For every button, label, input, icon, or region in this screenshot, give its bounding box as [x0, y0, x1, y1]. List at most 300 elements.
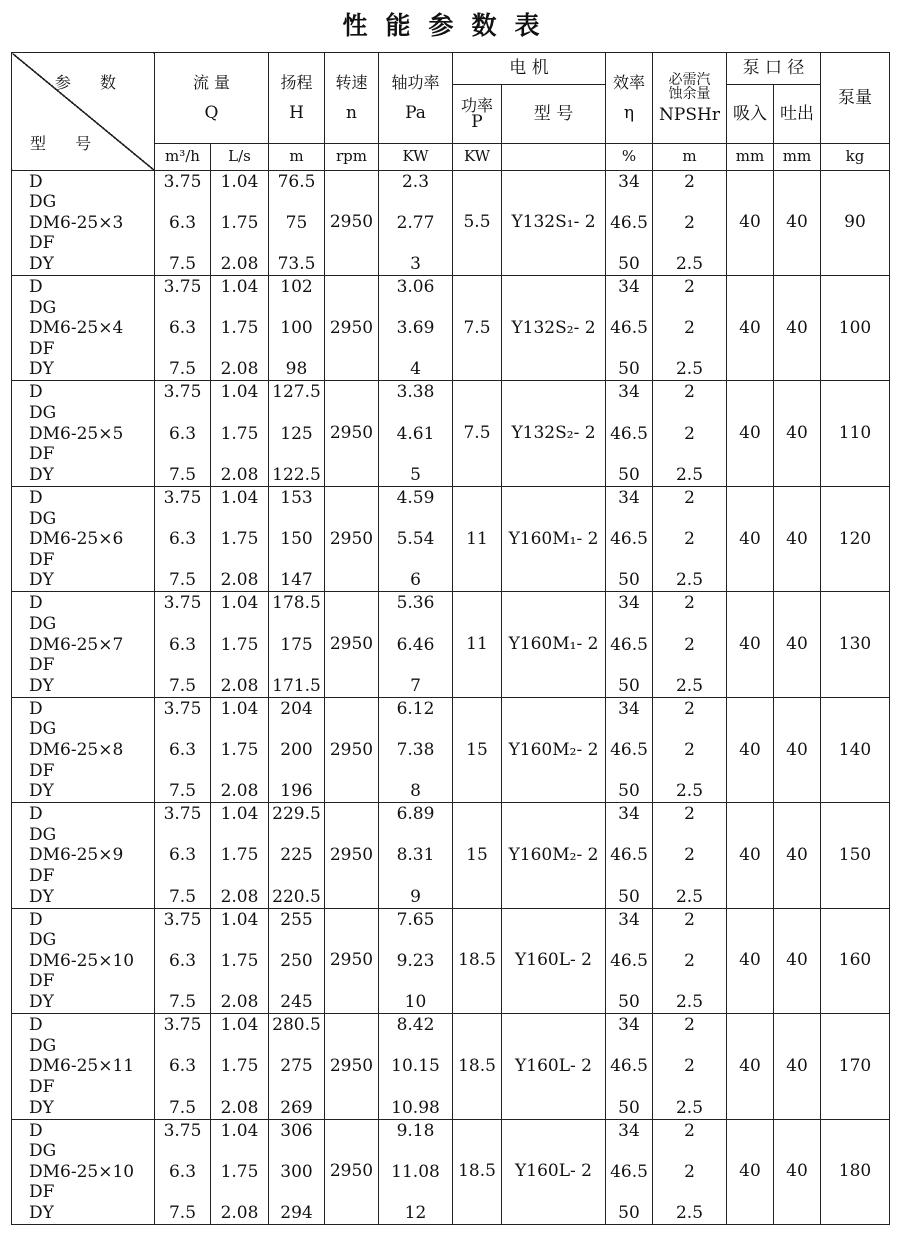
shaft-power-value: 4	[410, 359, 421, 380]
performance-table	[11, 52, 890, 1225]
head-value: 255	[280, 909, 313, 930]
speed-symbol: n	[346, 102, 357, 123]
model-list-value: DM6-25×10	[29, 1161, 135, 1182]
shaft-power-value: 5.54	[396, 529, 435, 550]
npsh-value: 2	[684, 423, 695, 444]
model-list-value: DM6-25×6	[29, 529, 124, 550]
motor-power: 15	[453, 803, 502, 908]
param-label: 参 数	[54, 73, 128, 92]
npsh-value: 2.5	[675, 464, 704, 485]
npsh-value: 2	[684, 950, 695, 971]
flow-ls	[211, 170, 269, 275]
head-value: 204	[280, 698, 313, 719]
weight-unit: kg	[821, 144, 890, 170]
speed-label: 转速	[335, 72, 368, 92]
speed-unit: rpm	[325, 144, 379, 170]
head-value: 294	[280, 1203, 313, 1223]
head	[269, 803, 325, 908]
flow-m3h-value: 7.5	[168, 781, 197, 802]
flow-m3h-value: 3.75	[163, 593, 202, 614]
port-in: 40	[727, 592, 774, 697]
motor-model: Y160L- 2	[502, 908, 606, 1013]
shaft-power-value: 10.15	[391, 1056, 440, 1077]
head-value: 269	[280, 1097, 313, 1118]
npsh-value: 2	[684, 529, 695, 550]
model-list	[12, 381, 155, 486]
model-list	[12, 486, 155, 591]
npsh	[653, 908, 727, 1013]
motor-power: 18.5	[453, 1014, 502, 1119]
shaft-power-unit: KW	[379, 144, 453, 170]
speed: 2950	[325, 276, 379, 381]
model-list	[12, 592, 155, 697]
model-list-value: DG	[29, 613, 57, 634]
flow-m3h-value: 6.3	[168, 212, 197, 233]
flow-ls-value: 1.04	[220, 804, 259, 825]
port-in: 40	[727, 170, 774, 275]
shaft-power-value: 4.59	[396, 487, 435, 508]
flow-m3h-value: 6.3	[168, 423, 197, 444]
efficiency-header	[606, 53, 653, 144]
shaft-power-value: 10	[404, 992, 427, 1013]
model-list	[12, 276, 155, 381]
motor-model: Y132S₁- 2	[502, 170, 606, 275]
model-list-value: DY	[29, 886, 54, 907]
flow-m3h-value: 7.5	[168, 359, 197, 380]
flow-ls	[211, 486, 269, 591]
port-in: 40	[727, 486, 774, 591]
flow-m3h-value: 3.75	[163, 909, 202, 930]
flow-m3h	[155, 803, 211, 908]
model-list-value: D	[29, 277, 43, 298]
npsh	[653, 697, 727, 802]
flow-ls-value: 1.04	[220, 698, 259, 719]
flow-m3h-value: 6.3	[168, 318, 197, 339]
head-value: 125	[280, 423, 313, 444]
weight: 160	[821, 908, 890, 1013]
npsh-value: 2.5	[675, 886, 704, 907]
efficiency-value: 50	[618, 570, 640, 591]
motor-power: 11	[453, 592, 502, 697]
head	[269, 276, 325, 381]
motor-model: Y160L- 2	[502, 1014, 606, 1119]
speed: 2950	[325, 170, 379, 275]
model-list-value: DM6-25×10	[29, 950, 135, 971]
efficiency-value: 34	[618, 593, 640, 614]
model-list-value: DY	[29, 781, 54, 802]
model-list-value: DF	[29, 1182, 55, 1203]
flow-m3h	[155, 908, 211, 1013]
npsh-value: 2	[684, 634, 695, 655]
shaft-power-value: 6.89	[396, 804, 435, 825]
model-list-value: D	[29, 804, 43, 825]
head-value: 280.5	[272, 1015, 321, 1036]
table-row	[12, 170, 890, 275]
head-value: 175	[280, 634, 313, 655]
efficiency	[606, 592, 653, 697]
shaft-power-value: 8.42	[396, 1015, 435, 1036]
model-list-value: DG	[29, 1141, 57, 1162]
port-out: 40	[774, 276, 821, 381]
flow-m3h-value: 7.5	[168, 464, 197, 485]
shaft-power-value: 3.38	[396, 382, 435, 403]
efficiency-value: 34	[618, 804, 640, 825]
flow-ls-value: 1.75	[220, 318, 259, 339]
shaft-power	[379, 592, 453, 697]
head-value: 147	[280, 570, 313, 591]
npsh-value: 2.5	[675, 992, 704, 1013]
head	[269, 1119, 325, 1224]
model-list-value: DY	[29, 675, 54, 696]
shaft-power	[379, 803, 453, 908]
head-value: 225	[280, 845, 313, 866]
model-list	[12, 1119, 155, 1224]
shaft-power-value: 5.36	[396, 593, 435, 614]
table-body	[12, 53, 890, 1225]
model-list-value: DM6-25×9	[29, 845, 124, 866]
flow-m3h-value: 7.5	[168, 570, 197, 591]
shaft-power-value: 9.23	[396, 950, 435, 971]
motor-model-header: 型 号	[502, 85, 606, 144]
model-list-value: DY	[29, 1202, 54, 1223]
motor-model: Y132S₂- 2	[502, 381, 606, 486]
shaft-power	[379, 1119, 453, 1224]
shaft-power-value: 7.38	[396, 740, 435, 760]
npsh	[653, 486, 727, 591]
flow-ls-value: 1.75	[220, 740, 259, 760]
flow-ls	[211, 803, 269, 908]
head-header	[269, 53, 325, 144]
model-list-value: D	[29, 593, 43, 614]
flow-ls-value: 2.08	[220, 1203, 259, 1223]
flow-m3h-value: 6.3	[168, 1056, 197, 1077]
port-header: 泵 口 径	[727, 53, 821, 85]
flow-m3h	[155, 592, 211, 697]
port-in: 40	[727, 276, 774, 381]
motor-power: 5.5	[453, 170, 502, 275]
efficiency-value: 46.5	[610, 318, 648, 339]
flow-m3h-value: 3.75	[163, 277, 202, 298]
flow-ls-value: 1.04	[220, 277, 259, 298]
weight-header: 泵量	[821, 53, 890, 144]
model-list-value: DG	[29, 403, 57, 424]
flow-m3h-value: 6.3	[168, 634, 197, 655]
speed: 2950	[325, 592, 379, 697]
head	[269, 381, 325, 486]
npsh-value: 2.5	[675, 570, 704, 591]
weight: 170	[821, 1014, 890, 1119]
motor-power: 18.5	[453, 1119, 502, 1224]
efficiency-value: 34	[618, 277, 640, 298]
flow-m3h	[155, 276, 211, 381]
flow-m3h-value: 3.75	[163, 804, 202, 825]
npsh	[653, 381, 727, 486]
npsh-value: 2	[684, 698, 695, 719]
flow-m3h	[155, 170, 211, 275]
efficiency-value: 46.5	[610, 1056, 648, 1077]
port-out-unit: mm	[774, 144, 821, 170]
param-model-corner-cell	[12, 53, 155, 171]
shaft-power	[379, 908, 453, 1013]
head-value: 122.5	[272, 464, 321, 485]
model-list-value: DF	[29, 1076, 55, 1097]
model-list	[12, 1014, 155, 1119]
shaft-power-value: 9	[410, 886, 421, 907]
flow-ls-value: 1.04	[220, 171, 259, 192]
head-value: 75	[285, 212, 308, 233]
shaft-power-label: 轴功率	[391, 72, 440, 92]
model-list-value: DY	[29, 992, 54, 1013]
efficiency-value: 50	[618, 992, 640, 1013]
efficiency-value: 46.5	[610, 634, 648, 655]
weight: 120	[821, 486, 890, 591]
flow-m3h-value: 6.3	[168, 1161, 197, 1182]
npsh-value: 2	[684, 1120, 695, 1141]
flow-m3h	[155, 1119, 211, 1224]
header-row-1	[12, 53, 890, 85]
motor-power: 7.5	[453, 276, 502, 381]
flow-m3h-value: 7.5	[168, 1097, 197, 1118]
npsh-header	[653, 53, 727, 144]
head-value: 76.5	[277, 171, 316, 192]
port-in-header: 吸入	[727, 85, 774, 144]
port-out: 40	[774, 1014, 821, 1119]
head-value: 220.5	[272, 886, 321, 907]
model-list-value: DY	[29, 1097, 54, 1118]
efficiency-value: 46.5	[610, 423, 648, 444]
speed: 2950	[325, 697, 379, 802]
npsh-value: 2	[684, 804, 695, 825]
table-row	[12, 803, 890, 908]
head-value: 178.5	[272, 593, 321, 614]
efficiency-value: 34	[618, 1120, 640, 1141]
head-value: 171.5	[272, 675, 321, 696]
head-value: 98	[285, 359, 308, 380]
npsh-value: 2	[684, 1056, 695, 1077]
port-in-unit: mm	[727, 144, 774, 170]
motor-header: 电 机	[453, 53, 606, 85]
head-value: 100	[280, 318, 313, 339]
npsh-value: 2	[684, 845, 695, 866]
shaft-power-header	[379, 53, 453, 144]
model-list-value: D	[29, 171, 43, 192]
model-list-value: D	[29, 382, 43, 403]
flow-ls	[211, 908, 269, 1013]
model-list-value: DF	[29, 233, 55, 254]
model-list-value: DF	[29, 549, 55, 570]
port-out: 40	[774, 908, 821, 1013]
motor-model: Y132S₂- 2	[502, 276, 606, 381]
flow-ls-value: 1.75	[220, 845, 259, 866]
flow-label: 流 量	[192, 72, 231, 92]
npsh-value: 2	[684, 382, 695, 403]
weight: 140	[821, 697, 890, 802]
npsh-unit: m	[653, 144, 727, 170]
efficiency-value: 46.5	[610, 529, 648, 550]
model-list	[12, 908, 155, 1013]
flow-m3h-value: 7.5	[168, 1203, 197, 1223]
shaft-power-value: 9.18	[396, 1120, 435, 1141]
efficiency	[606, 276, 653, 381]
npsh-value: 2.5	[675, 675, 704, 696]
flow-m3h-value: 7.5	[168, 254, 197, 275]
shaft-power	[379, 381, 453, 486]
port-in: 40	[727, 1119, 774, 1224]
model-list-value: DM6-25×11	[29, 1056, 135, 1077]
head-unit: m	[269, 144, 325, 170]
flow-m3h-value: 3.75	[163, 1120, 202, 1141]
flow-ls-value: 1.04	[220, 1120, 259, 1141]
model-list-value: DG	[29, 930, 57, 951]
table-row	[12, 592, 890, 697]
efficiency	[606, 697, 653, 802]
npsh	[653, 592, 727, 697]
flow-m3h-value: 6.3	[168, 845, 197, 866]
efficiency	[606, 803, 653, 908]
model-list-value: DM6-25×7	[29, 634, 124, 655]
motor-model: Y160M₁- 2	[502, 486, 606, 591]
shaft-power-value: 3	[410, 254, 421, 275]
model-list-value: D	[29, 698, 43, 719]
port-in: 40	[727, 803, 774, 908]
flow-ls-value: 2.08	[220, 675, 259, 696]
model-list-value: D	[29, 1120, 43, 1141]
speed: 2950	[325, 1014, 379, 1119]
model-list-value: DF	[29, 971, 55, 992]
flow-m3h-value: 3.75	[163, 487, 202, 508]
model-list-value: DY	[29, 254, 54, 275]
shaft-power-value: 3.69	[396, 318, 435, 339]
port-out: 40	[774, 1119, 821, 1224]
flow-m3h-value: 6.3	[168, 950, 197, 971]
shaft-power	[379, 276, 453, 381]
efficiency-value: 50	[618, 254, 640, 275]
flow-ls	[211, 1119, 269, 1224]
model-list-value: DG	[29, 1035, 57, 1056]
port-out-header: 吐出	[774, 85, 821, 144]
shaft-power-value: 7.65	[396, 909, 435, 930]
table-row	[12, 697, 890, 802]
model-list-value: D	[29, 909, 43, 930]
model-list-value: DF	[29, 866, 55, 887]
flow-ls-value: 2.08	[220, 886, 259, 907]
head-value: 102	[280, 277, 313, 298]
efficiency-value: 34	[618, 487, 640, 508]
flow-ls-value: 2.08	[220, 254, 259, 275]
head	[269, 592, 325, 697]
head-value: 245	[280, 992, 313, 1013]
model-list-value: DF	[29, 338, 55, 359]
shaft-power	[379, 697, 453, 802]
model-list-value: DM6-25×8	[29, 740, 124, 760]
shaft-power-value: 4.61	[396, 423, 435, 444]
efficiency-value: 50	[618, 1203, 640, 1223]
model-list-value: DG	[29, 297, 57, 318]
npsh-value: 2	[684, 277, 695, 298]
flow-ls	[211, 592, 269, 697]
efficiency-value: 50	[618, 675, 640, 696]
head-value: 300	[280, 1161, 313, 1182]
efficiency-value: 46.5	[610, 740, 648, 760]
flow-ls-value: 2.08	[220, 464, 259, 485]
port-out: 40	[774, 592, 821, 697]
head-value: 73.5	[277, 254, 316, 275]
model-list-value: DF	[29, 444, 55, 465]
npsh-value: 2.5	[675, 781, 704, 802]
motor-model: Y160L- 2	[502, 1119, 606, 1224]
npsh-value: 2	[684, 1161, 695, 1182]
npsh	[653, 170, 727, 275]
shaft-power-value: 2.3	[401, 171, 430, 192]
table-row	[12, 1119, 890, 1224]
motor-power-label: 功率	[460, 95, 493, 115]
head-label: 扬程	[280, 72, 313, 92]
shaft-power-value: 8	[410, 781, 421, 802]
shaft-power-value: 6.46	[396, 634, 435, 655]
head-value: 150	[280, 529, 313, 550]
flow-header	[155, 53, 269, 144]
head	[269, 697, 325, 802]
model-list-value: DF	[29, 760, 55, 781]
port-in: 40	[727, 697, 774, 802]
table-row	[12, 486, 890, 591]
efficiency	[606, 1119, 653, 1224]
motor-power: 18.5	[453, 908, 502, 1013]
motor-model: Y160M₁- 2	[502, 592, 606, 697]
motor-power: 7.5	[453, 381, 502, 486]
efficiency-value: 34	[618, 909, 640, 930]
motor-power-unit: KW	[453, 144, 502, 170]
model-list-value: DM6-25×3	[29, 212, 124, 233]
speed: 2950	[325, 908, 379, 1013]
shaft-power-value: 5	[410, 464, 421, 485]
shaft-power-value: 10.98	[391, 1097, 440, 1118]
shaft-power-value: 11.08	[391, 1161, 440, 1182]
flow-ls-value: 1.75	[220, 423, 259, 444]
motor-power-symbol: P	[471, 111, 483, 132]
motor-model: Y160M₂- 2	[502, 803, 606, 908]
weight: 130	[821, 592, 890, 697]
flow-ls-value: 1.04	[220, 487, 259, 508]
motor-power: 11	[453, 486, 502, 591]
flow-ls	[211, 381, 269, 486]
head	[269, 486, 325, 591]
port-out: 40	[774, 486, 821, 591]
flow-ls-value: 1.75	[220, 634, 259, 655]
flow-m3h-value: 7.5	[168, 675, 197, 696]
flow-ls-value: 1.75	[220, 950, 259, 971]
efficiency-symbol: η	[623, 102, 635, 123]
head-value: 153	[280, 487, 313, 508]
model-label: 型 号	[30, 133, 104, 153]
npsh	[653, 1014, 727, 1119]
flow-m3h	[155, 381, 211, 486]
flow-ls-value: 1.04	[220, 1015, 259, 1036]
flow-m3h	[155, 697, 211, 802]
shaft-power	[379, 170, 453, 275]
efficiency-value: 34	[618, 1015, 640, 1036]
efficiency-value: 46.5	[610, 1161, 648, 1182]
motor-power: 15	[453, 697, 502, 802]
shaft-power-value: 3.06	[396, 277, 435, 298]
model-list-value: DG	[29, 508, 57, 529]
npsh-value: 2.5	[675, 359, 704, 380]
npsh	[653, 1119, 727, 1224]
efficiency	[606, 381, 653, 486]
flow-m3h-value: 3.75	[163, 382, 202, 403]
flow-ls	[211, 697, 269, 802]
shaft-power-value: 2.77	[396, 212, 435, 233]
